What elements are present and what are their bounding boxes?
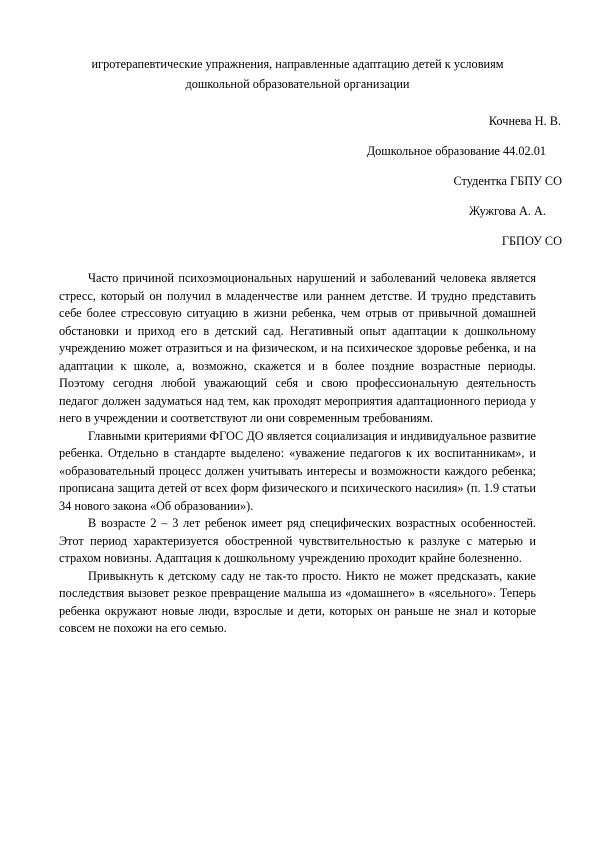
title-line-1: игротерапевтические упражнения, направленные адаптацию детей к условиям (91, 57, 504, 71)
document-title (40, 54, 555, 94)
institution: ГБПОУ СО (501, 234, 562, 248)
title-line-2: дошкольной образовательной организации (185, 77, 410, 91)
paragraph: Часто причиной психоэмоциональных нарушений и заболеваний человека является стресс, который он получил в младенчестве или раннем детстве. И трудно представить себе более стрессовую ситуацию в жизни ребенка, чем отрыв от привычной домашней обстановки и приход его в детский сад. Негативный опыт адаптации к дошкольному учреждению может отразиться и на физическом, и на психическое здоровье ребенка, и на адаптации к школе, а, возможно, скажется и в более поздние возрастные периоды. Поэтому сегодня любой уважающий себя и свою профессиональную деятельность педагог должен задуматься над тем, как проходят мероприятия адаптационного периода у него в учреждении и соответствуют ли они современным требованиям. (59, 271, 536, 425)
specialty: Дошкольное образование 44.02.01 (366, 144, 546, 158)
author-name: Кочнева Н. В. (488, 114, 561, 128)
supervisor-name: Жужгова А. А. (469, 204, 546, 218)
document-body (59, 270, 536, 638)
paragraph: В возрасте 2 – 3 лет ребенок имеет ряд специфических возрастных особенностей. Этот период характеризуется обостренной чувствительностью к разлуке с матерью и страхом новизны. Адаптация к дошкольному учреждению проходит крайне болезненно. (59, 516, 536, 565)
author-block (300, 106, 562, 256)
paragraph: Привыкнуть к детскому саду не так-то просто. Никто не может предсказать, какие последствия вызовет резкое превращение малыша из «домашнего» в «ясельного». Теперь ребенка окружают новые люди, взрослые и дети, которых он раньше не знал и которые совсем не похожи на его семью. (59, 568, 536, 635)
paragraph: Главными критериями ФГОС ДО является социализация и индивидуальное развитие ребенка. Отдельно в стандарте выделено: «уважение педагогов к их воспитанникам», и «образовательный процесс должен учитывать интересы и возможности каждого ребенка; прописана защита детей от всех форм физического и психического насилия» (п. 1.9 статьи 34 нового закона «Об образовании»). (59, 428, 536, 513)
author-position: Студентка ГБПУ СО (453, 174, 562, 188)
